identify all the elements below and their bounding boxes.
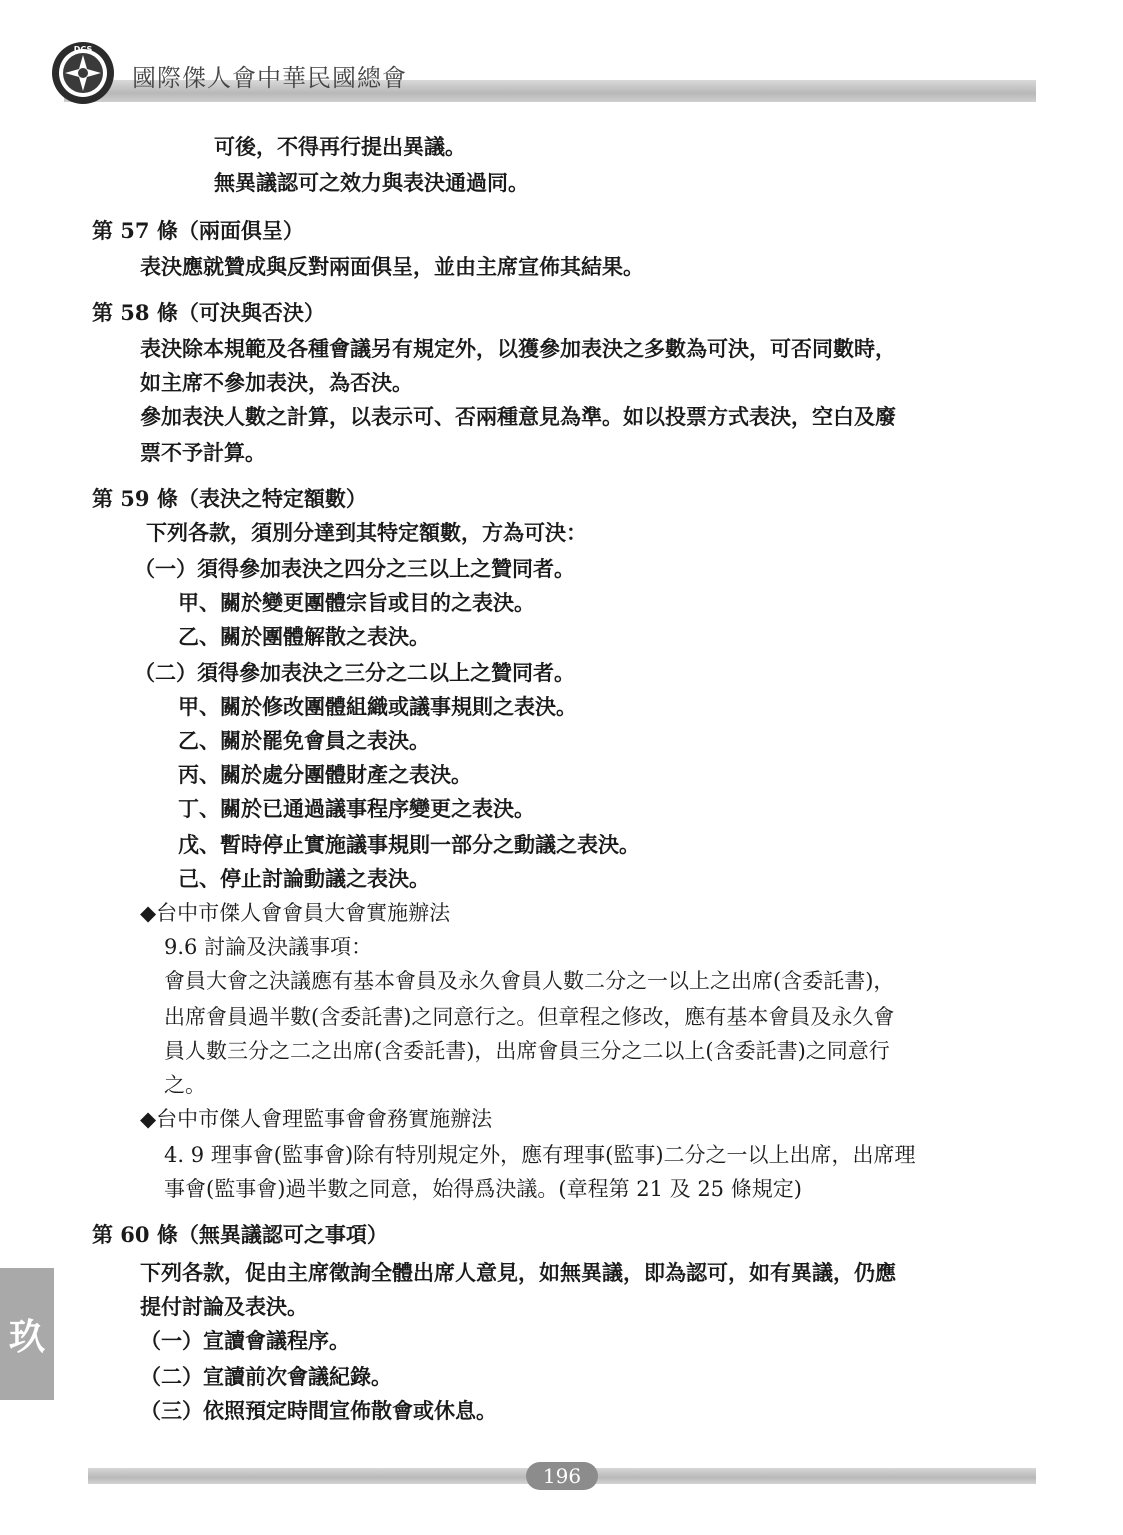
chapter-side-tab: 玖 <box>0 1268 54 1400</box>
list-subitem: 己、停止討論動議之表決。 <box>178 866 430 891</box>
body-line: 提付討論及表決。 <box>140 1294 308 1319</box>
list-subitem: 乙、關於團體解散之表決。 <box>178 624 430 649</box>
article-58-heading: 第 58 條（可決與否決） <box>92 300 325 325</box>
body-line: 票不予計算。 <box>140 440 266 465</box>
note-heading: ◆台中市傑人會會員大會實施辦法 <box>140 901 451 925</box>
list-subitem: 乙、關於罷免會員之表決。 <box>178 728 430 753</box>
body-line: 表決應就贊成與反對兩面俱呈，並由主席宣佈其結果。 <box>140 254 644 279</box>
article-59-heading: 第 59 條（表決之特定額數） <box>92 486 367 511</box>
list-subitem: 戊、暫時停止實施議事規則一部分之動議之表決。 <box>178 832 640 857</box>
list-item: （二）須得參加表決之三分之二以上之贊同者。 <box>134 660 575 685</box>
list-item: （二）宣讀前次會議紀錄。 <box>140 1364 392 1389</box>
list-subitem: 甲、關於修改團體組織或議事規則之表決。 <box>178 694 577 719</box>
body-line: 如主席不參加表決，為否決。 <box>140 370 413 395</box>
note-line: 會員大會之決議應有基本會員及永久會員人數二分之一以上之出席(含委託書)， <box>164 969 895 993</box>
list-item: （一）須得參加表決之四分之三以上之贊同者。 <box>134 556 575 581</box>
page-number: 196 <box>526 1462 598 1490</box>
list-subitem: 丙、關於處分團體財產之表決。 <box>178 762 472 787</box>
list-item: （三）依照預定時間宣佈散會或休息。 <box>140 1398 497 1423</box>
note-line: 事會(監事會)過半數之同意，始得爲決議。(章程第 21 及 25 條規定) <box>164 1177 802 1201</box>
article-60-heading: 第 60 條（無異議認可之事項） <box>92 1222 388 1247</box>
body-line: 下列各款，須別分達到其特定額數，方為可決： <box>146 520 587 545</box>
note-line: 出席會員過半數(含委託書)之同意行之。但章程之修改，應有基本會員及永久會 <box>164 1005 895 1029</box>
body-line: 可後，不得再行提出異議。 <box>214 134 466 159</box>
list-subitem: 甲、關於變更團體宗旨或目的之表決。 <box>178 590 535 615</box>
body-line: 無異議認可之效力與表決通過同。 <box>214 170 529 195</box>
body-line: 表決除本規範及各種會議另有規定外，以獲參加表決之多數為可決，可否同數時， <box>140 336 896 361</box>
note-line: 員人數三分之二之出席(含委託書)，出席會員三分之二以上(含委託書)之同意行 <box>164 1039 890 1063</box>
note-line: 9.6 討論及決議事項： <box>164 935 373 959</box>
note-line: 4. 9 理事會(監事會)除有特別規定外，應有理事(監事)二分之一以上出席，出席理 <box>164 1143 916 1167</box>
note-heading: ◆台中市傑人會理監事會會務實施辦法 <box>140 1107 493 1131</box>
body-line: 下列各款，促由主席徵詢全體出席人意見，如無異議，即為認可，如有異議，仍應 <box>140 1260 896 1285</box>
list-subitem: 丁、關於已通過議事程序變更之表決。 <box>178 796 535 821</box>
article-57-heading: 第 57 條（兩面俱呈） <box>92 218 304 243</box>
list-item: （一）宣讀會議程序。 <box>140 1328 350 1353</box>
org-name: 國際傑人會中華民國總會 <box>132 64 407 92</box>
dcs-logo-icon <box>50 40 116 106</box>
note-line: 之。 <box>164 1073 206 1097</box>
logo-text: DCS <box>73 45 93 54</box>
body-line: 參加表決人數之計算，以表示可、否兩種意見為準。如以投票方式表決，空白及廢 <box>140 404 896 429</box>
